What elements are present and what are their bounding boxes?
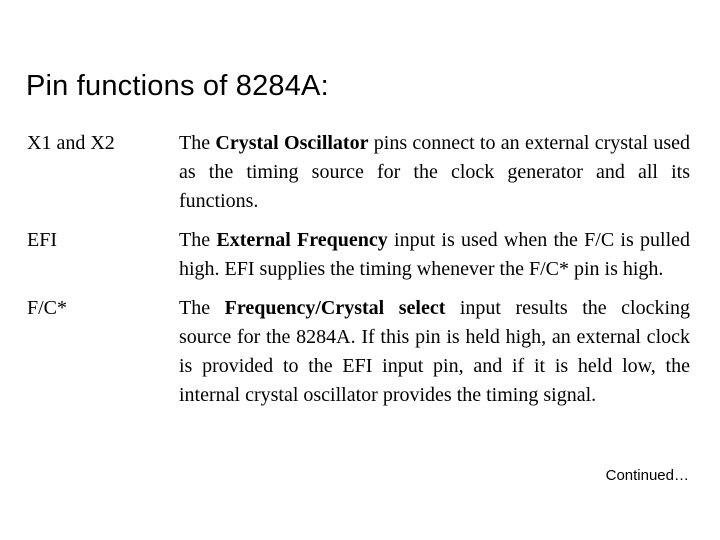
pin-description bbox=[179, 129, 690, 216]
pin-description bbox=[179, 294, 690, 410]
pin-row-efi bbox=[27, 226, 690, 284]
pin-description-bold: Frequency/Crystal select bbox=[224, 297, 446, 319]
slide-title: Pin functions of 8284A: bbox=[26, 70, 329, 102]
pin-description-rest: input is used when the F/C is pulled high. EFI supplies the timing whenever the F/C* pin is high. bbox=[179, 229, 691, 280]
pin-description-rest: pins connect to an external crystal used as the timing source for the clock generator and all its functions. bbox=[179, 132, 690, 212]
pin-row-fc bbox=[27, 294, 690, 410]
pin-description-lead: The bbox=[179, 229, 217, 251]
pin-row-x1-x2 bbox=[27, 129, 690, 216]
pin-name: EFI bbox=[27, 229, 57, 251]
pin-description-bold: External Frequency bbox=[216, 229, 388, 251]
pin-name: X1 and X2 bbox=[27, 132, 115, 154]
pin-function-list bbox=[27, 129, 690, 420]
continued-label: Continued… bbox=[605, 467, 689, 484]
pin-description-lead: The bbox=[179, 132, 216, 154]
pin-description-bold: Crystal Oscillator bbox=[215, 132, 369, 154]
pin-description-lead: The bbox=[179, 297, 225, 319]
pin-description bbox=[179, 226, 690, 284]
pin-name: F/C* bbox=[27, 297, 68, 319]
pin-description-rest: input results the clocking source for the 8284A. If this pin is held high, an external clock is provided to the EFI input pin, and if it is held low, the internal crystal oscillator provides the timing signal. bbox=[179, 297, 691, 406]
